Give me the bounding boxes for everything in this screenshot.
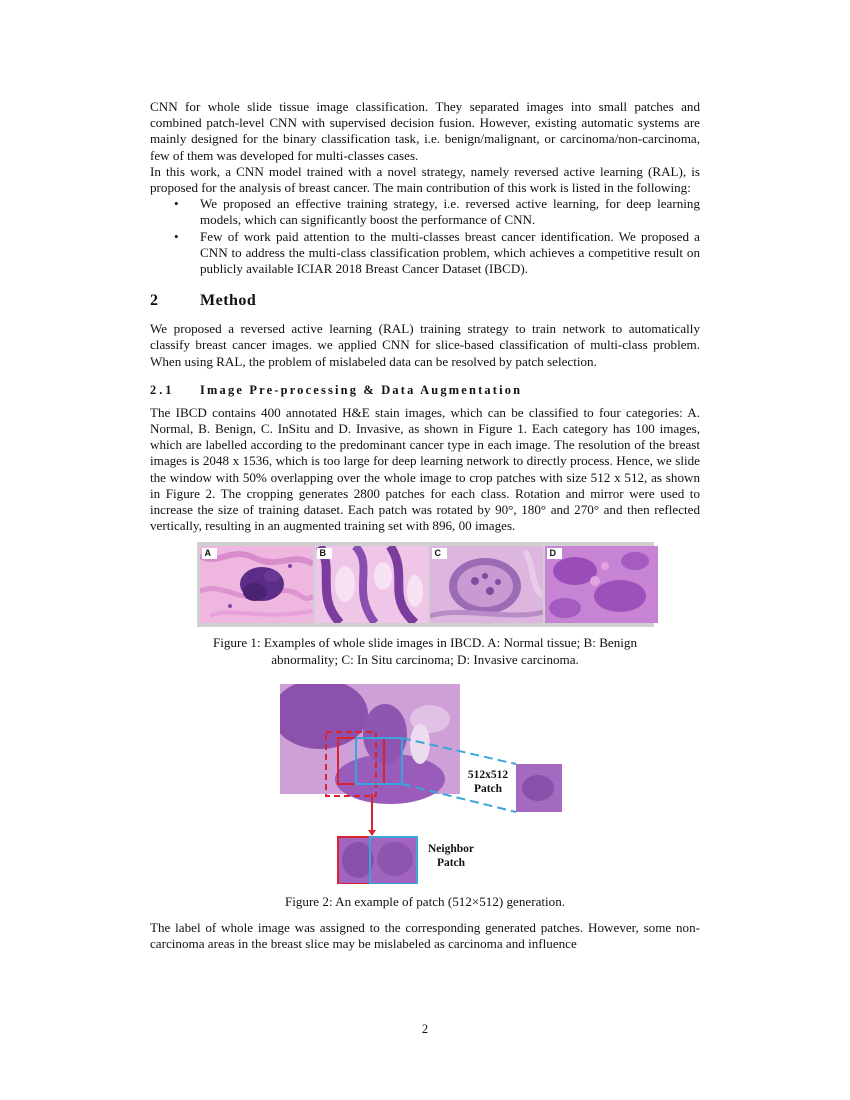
list-item: • We proposed an effective training strategy, i.e. reversed active learning, for deep learning models, which can significantly boost the performance of CNN. [174,196,700,228]
preprocessing-paragraph: The IBCD contains 400 annotated H&E stain images, which can be classified to four categories: A. Normal, B. Benign, C. InSitu and D. Invasive, as shown in Figure 1. Each category has 100 images, which are labelled according to the predominant cancer type in each image. The resolution of the breast images is 2048 x 1536, which is too large for deep learning network to directly process. Hence, we slide the window with 50% overlapping over the whole image to crop patches with size 512 x 512, as shown in Figure 2. The cropping generates 2800 patches for each class. Rotation and mirror were used to increase the size of training dataset. Each patch was rotated by 90°, 180° and 270° and then reflected vertically, resulting in an augmented training set with 896, 00 images. [150,404,700,534]
panel-c-image [430,546,543,623]
page-body [150,99,700,952]
patch-label: 512x512 Patch [467,768,509,795]
figure-2-caption: Figure 2: An example of patch (512×512) generation. [284,893,566,909]
bullet-icon: • [174,196,179,212]
figure-2 [280,684,570,884]
panel-label: B [317,548,333,559]
contribution-list [150,196,700,277]
panel-label: C [432,548,448,559]
intro-paragraph-1: CNN for whole slide tissue image classification. They separated images into small patches and combined patch-level CNN with supervised decision fusion. However, existing automatic systems are mainly designed for the binary classification task, i.e. benign/malignant, or carcinoma/non-carcinoma, few of them was developed for multi-classes cases. [150,99,700,163]
bullet-icon: • [174,228,179,244]
intro-paragraph-2: In this work, a CNN model trained with a novel strategy, namely reversed active learning (RAL), is proposed for the analysis of breast cancer. The main contribution of this work is listed in the following: [150,163,700,196]
list-item: • Few of work paid attention to the multi-classes breast cancer identification. We proposed a CNN to address the multi-class classification problem, which achieves a competitive result on publicly available ICIAR 2018 Breast Cancer Dataset (IBCD). [174,228,700,277]
subsection-heading: 2.1 Image Pre-processing & Data Augmentation [150,382,523,397]
method-paragraph: We proposed a reversed active learning (RAL) training strategy to train network to automatically classify breast cancer images. we applied CNN for slice-based classification of multi-class problem. When using RAL, the problem of mislabeled data can be resolved by patch selection. [150,321,700,369]
neighbor-patch-label: Neighbor Patch [428,842,474,869]
panel-a-image [200,546,313,623]
panel-d-image [545,546,658,623]
panel-b-image [315,546,428,623]
figure-1-caption: Figure 1: Examples of whole slide images in IBCD. A: Normal tissue; B: Benign abnormality; C: In Situ carcinoma; D: Invasive carcinoma. [212,635,638,667]
panel-label: D [547,548,563,559]
panel-label: A [202,548,218,559]
figure-1 [197,542,654,627]
closing-paragraph: The label of whole image was assigned to the corresponding generated patches. However, some non-carcinoma areas in the breast slice may be mislabeled as carcinoma and influence [150,920,700,952]
section-heading: 2 Method [150,292,257,310]
page-number: 2 [421,1022,429,1036]
